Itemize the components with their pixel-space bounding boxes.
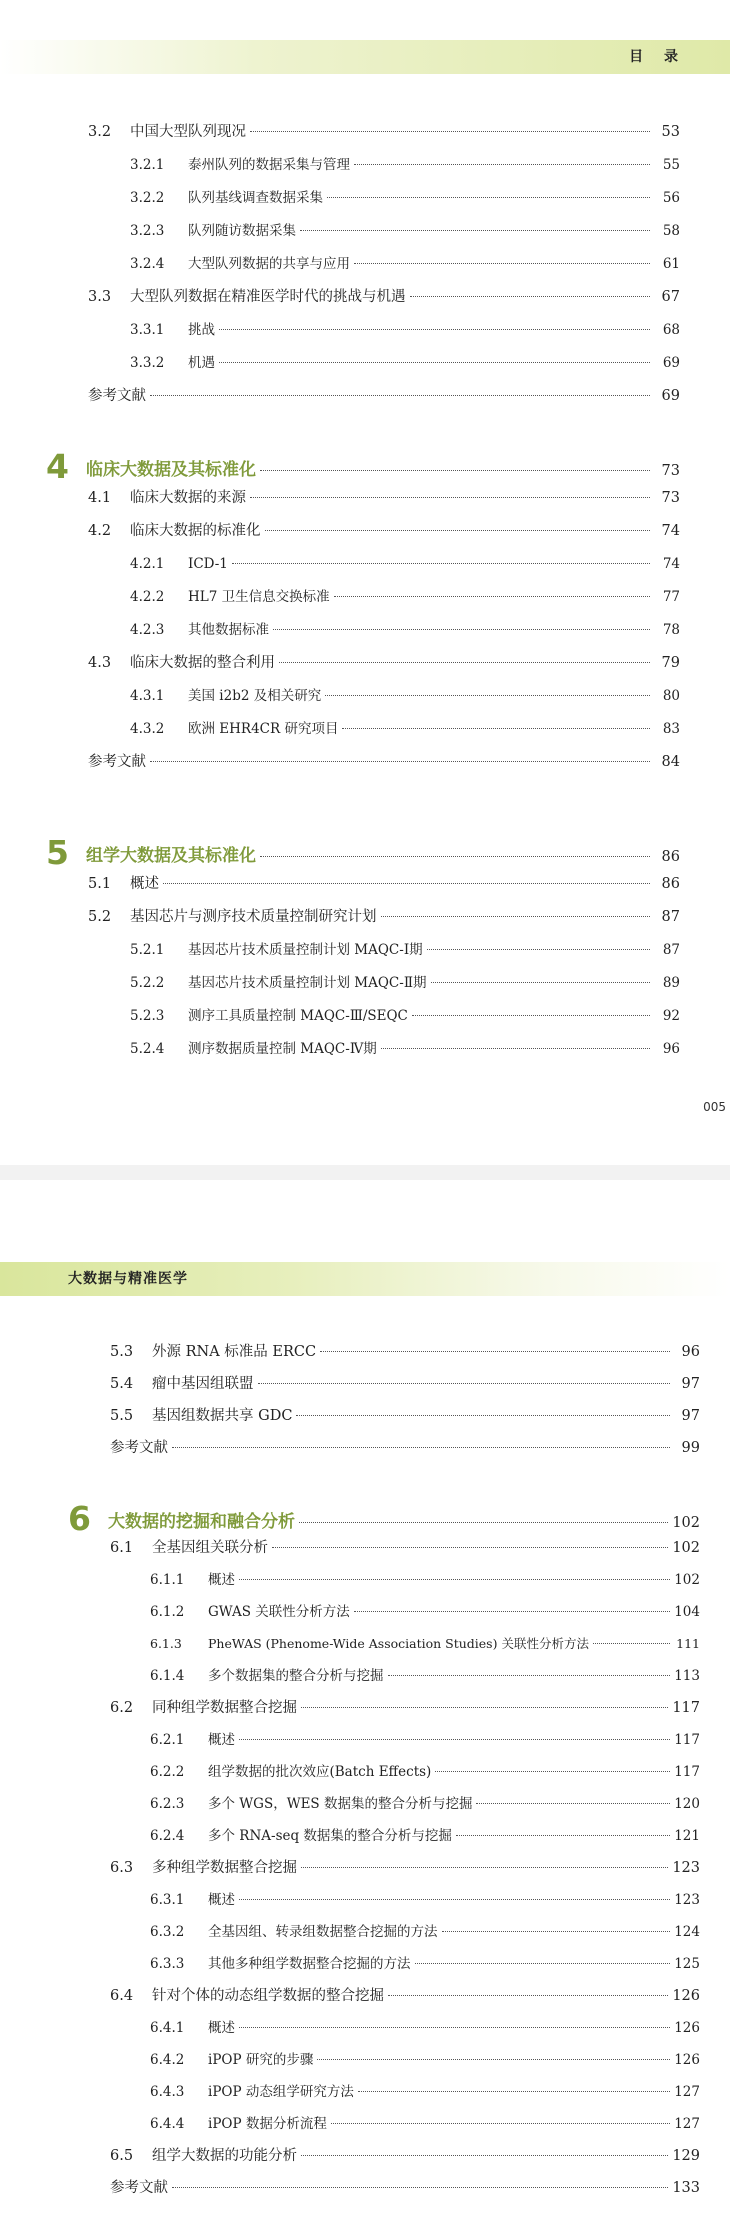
page-number: 74 bbox=[661, 523, 680, 539]
dot-leader bbox=[381, 916, 651, 917]
toc-entry[interactable] bbox=[88, 486, 680, 510]
header-title: 大数据与精准医学 bbox=[68, 1271, 188, 1287]
section-number: 6.2.2 bbox=[150, 1764, 185, 1780]
toc-chapter[interactable] bbox=[46, 833, 680, 872]
page-folio: 005 bbox=[703, 1100, 726, 1114]
dot-leader bbox=[317, 2059, 670, 2060]
page-number: 87 bbox=[662, 942, 680, 958]
section-title: 基因芯片技术质量控制计划 MAQC-Ⅰ期 bbox=[188, 942, 423, 958]
page-number: 92 bbox=[662, 1008, 680, 1024]
page-number: 97 bbox=[681, 1376, 700, 1392]
toc-entry[interactable] bbox=[130, 684, 680, 708]
dot-leader bbox=[163, 883, 650, 884]
page-number: 61 bbox=[662, 256, 680, 272]
toc-entry[interactable] bbox=[88, 651, 680, 675]
dot-leader bbox=[410, 296, 651, 297]
section-title: 瘤中基因组联盟 bbox=[152, 1376, 254, 1392]
section-title: 外源 RNA 标准品 ERCC bbox=[152, 1344, 317, 1360]
chapter-number: 6 bbox=[68, 1499, 91, 1538]
dot-leader bbox=[239, 1739, 670, 1740]
section-title: 挑战 bbox=[188, 322, 215, 338]
section-number: 6.4.3 bbox=[150, 2084, 185, 2100]
page-number: 102 bbox=[674, 1572, 700, 1588]
toc-entry[interactable] bbox=[110, 1696, 700, 1720]
toc-entry[interactable] bbox=[130, 351, 680, 375]
section-number: 6.1.3 bbox=[150, 1636, 182, 1651]
page-number: 99 bbox=[681, 1440, 700, 1456]
dot-leader bbox=[150, 761, 650, 762]
toc-entry[interactable] bbox=[150, 1568, 700, 1592]
page-number: 123 bbox=[674, 1892, 700, 1908]
section-number: 5.2.1 bbox=[130, 942, 165, 958]
dot-leader bbox=[331, 2123, 670, 2124]
section-number: 6.4 bbox=[110, 1988, 134, 2004]
dot-leader bbox=[327, 197, 650, 198]
section-number: 3.2.4 bbox=[130, 256, 165, 272]
toc-entry[interactable] bbox=[150, 1952, 700, 1976]
section-title: 同种组学数据整合挖掘 bbox=[152, 1700, 297, 1716]
page-number: 97 bbox=[681, 1408, 700, 1424]
section-title: 概述 bbox=[208, 2020, 235, 2036]
dot-leader bbox=[172, 2187, 668, 2188]
dot-leader bbox=[301, 1867, 668, 1868]
page-number: 89 bbox=[662, 975, 680, 991]
toc-entry[interactable] bbox=[110, 2144, 700, 2168]
toc-page-2 bbox=[0, 1180, 730, 2230]
toc-entry[interactable] bbox=[130, 938, 680, 962]
section-number: 3.3.1 bbox=[130, 322, 165, 338]
dot-leader bbox=[258, 1383, 671, 1384]
toc-entry[interactable] bbox=[130, 252, 680, 276]
section-title: 基因组数据共享 GDC bbox=[152, 1408, 293, 1424]
toc-entry[interactable] bbox=[130, 971, 680, 995]
toc-entry[interactable] bbox=[130, 153, 680, 177]
dot-leader bbox=[325, 695, 650, 696]
page-number: 129 bbox=[672, 2148, 700, 2164]
page-number: 73 bbox=[661, 490, 680, 506]
page-number: 127 bbox=[674, 2116, 700, 2132]
chapter-number: 4 bbox=[46, 447, 69, 486]
page-number: 53 bbox=[661, 124, 680, 140]
section-number: 5.5 bbox=[110, 1408, 134, 1424]
page-number: 126 bbox=[674, 2052, 700, 2068]
dot-leader bbox=[358, 2091, 670, 2092]
dot-leader bbox=[219, 329, 650, 330]
toc-entry[interactable] bbox=[150, 2080, 700, 2104]
dot-leader bbox=[381, 1048, 650, 1049]
section-title: 概述 bbox=[208, 1732, 235, 1748]
page-number: 80 bbox=[662, 688, 680, 704]
section-number: 3.2.1 bbox=[130, 157, 165, 173]
page-number: 117 bbox=[674, 1764, 700, 1780]
toc-entry[interactable] bbox=[110, 1340, 700, 1364]
section-title: ICD-1 bbox=[188, 556, 228, 572]
section-title: 概述 bbox=[208, 1892, 235, 1908]
chapter-title: 临床大数据及其标准化 bbox=[86, 460, 256, 480]
section-number: 6.4.4 bbox=[150, 2116, 185, 2132]
toc-entry[interactable] bbox=[110, 1856, 700, 1880]
section-number: 5.4 bbox=[110, 1376, 134, 1392]
page-number: 96 bbox=[662, 1041, 680, 1057]
section-title: 大型队列数据的共享与应用 bbox=[188, 256, 350, 272]
dot-leader bbox=[232, 563, 650, 564]
section-number: 3.2.3 bbox=[130, 223, 165, 239]
page-number: 126 bbox=[672, 1988, 700, 2004]
dot-leader bbox=[219, 362, 650, 363]
dot-leader bbox=[296, 1415, 670, 1416]
section-title: 机遇 bbox=[188, 355, 215, 371]
dot-leader bbox=[250, 497, 650, 498]
page-number: 117 bbox=[672, 1700, 700, 1716]
dot-leader bbox=[279, 662, 650, 663]
dot-leader bbox=[435, 1771, 670, 1772]
section-number: 6.4.2 bbox=[150, 2052, 185, 2068]
section-title: 参考文献 bbox=[88, 754, 146, 770]
dot-leader bbox=[273, 629, 650, 630]
dot-leader bbox=[342, 728, 650, 729]
toc-entry[interactable] bbox=[110, 1372, 700, 1396]
section-title: 临床大数据的来源 bbox=[130, 490, 246, 506]
dot-leader bbox=[239, 1579, 670, 1580]
chapter-title: 大数据的挖掘和融合分析 bbox=[108, 1512, 295, 1532]
section-title: 基因芯片技术质量控制计划 MAQC-Ⅱ期 bbox=[188, 975, 427, 991]
dot-leader bbox=[172, 1447, 670, 1448]
section-title: 其他数据标准 bbox=[188, 622, 269, 638]
section-title: 泰州队列的数据采集与管理 bbox=[188, 157, 350, 173]
header-title: 目 录 bbox=[629, 49, 686, 65]
section-title: 队列基线调查数据采集 bbox=[188, 190, 323, 206]
page-header bbox=[0, 40, 730, 74]
page-number: 83 bbox=[662, 721, 680, 737]
section-number: 4.2.2 bbox=[130, 589, 165, 605]
section-number: 4.1 bbox=[88, 490, 112, 506]
toc-entry-references[interactable] bbox=[88, 384, 680, 408]
section-title: 队列随访数据采集 bbox=[188, 223, 296, 239]
page-number: 55 bbox=[662, 157, 680, 173]
section-title: 全基因组、转录组数据整合挖掘的方法 bbox=[208, 1924, 438, 1940]
dot-leader bbox=[476, 1803, 670, 1804]
toc-entry[interactable] bbox=[88, 519, 680, 543]
section-title: 多个 RNA-seq 数据集的整合分析与挖掘 bbox=[208, 1828, 452, 1844]
page-number: 56 bbox=[662, 190, 680, 206]
toc-entry[interactable] bbox=[88, 872, 680, 896]
toc-entry[interactable] bbox=[150, 1888, 700, 1912]
section-title: iPOP 研究的步骤 bbox=[208, 2052, 314, 2068]
page-number: 102 bbox=[672, 1540, 700, 1556]
section-number: 5.3 bbox=[110, 1344, 134, 1360]
page-number: 58 bbox=[662, 223, 680, 239]
section-number: 6.2.1 bbox=[150, 1732, 185, 1748]
section-title: iPOP 数据分析流程 bbox=[208, 2116, 327, 2132]
page-number: 133 bbox=[672, 2180, 700, 2196]
toc-chapter[interactable] bbox=[46, 447, 680, 486]
section-number: 3.3.2 bbox=[130, 355, 165, 371]
dot-leader bbox=[239, 2027, 670, 2028]
dot-leader bbox=[334, 596, 650, 597]
page-number: 120 bbox=[674, 1796, 700, 1812]
toc-entry[interactable] bbox=[150, 1920, 700, 1944]
page-number: 102 bbox=[672, 1515, 700, 1531]
toc-entry[interactable] bbox=[88, 905, 680, 929]
section-title: 多个数据集的整合分析与挖掘 bbox=[208, 1668, 384, 1684]
toc-entry[interactable] bbox=[88, 285, 680, 309]
toc-entry[interactable] bbox=[150, 1824, 700, 1848]
dot-leader bbox=[388, 1675, 671, 1676]
section-number: 6.3.3 bbox=[150, 1956, 185, 1972]
section-title: 欧洲 EHR4CR 研究项目 bbox=[188, 721, 339, 737]
page-number: 84 bbox=[661, 754, 680, 770]
section-number: 6.1.4 bbox=[150, 1668, 185, 1684]
toc-entry[interactable] bbox=[110, 1404, 700, 1428]
section-title: 多种组学数据整合挖掘 bbox=[152, 1860, 297, 1876]
toc-entry[interactable] bbox=[110, 1536, 700, 1560]
section-title: 多个 WGS，WES 数据集的整合分析与挖掘 bbox=[208, 1796, 473, 1812]
toc-entry[interactable] bbox=[150, 1792, 700, 1816]
toc-entry[interactable] bbox=[130, 552, 680, 576]
dot-leader bbox=[388, 1995, 668, 1996]
dot-leader bbox=[354, 164, 650, 165]
section-number: 5.2 bbox=[88, 909, 112, 925]
page-number: 78 bbox=[662, 622, 680, 638]
section-title: 其他多种组学数据整合挖掘的方法 bbox=[208, 1956, 411, 1972]
chapter-title: 组学大数据及其标准化 bbox=[86, 846, 256, 866]
page-number: 124 bbox=[674, 1924, 700, 1940]
page-number: 126 bbox=[674, 2020, 700, 2036]
toc-entry[interactable] bbox=[150, 2016, 700, 2040]
page-number: 67 bbox=[661, 289, 680, 305]
section-title: 中国大型队列现况 bbox=[130, 124, 246, 140]
section-title: iPOP 动态组学研究方法 bbox=[208, 2084, 354, 2100]
page-header bbox=[0, 1262, 730, 1296]
section-number: 6.4.1 bbox=[150, 2020, 185, 2036]
section-number: 4.2.3 bbox=[130, 622, 165, 638]
dot-leader bbox=[300, 230, 650, 231]
toc-entry[interactable] bbox=[130, 1037, 680, 1061]
page-number: 87 bbox=[661, 909, 680, 925]
page-number: 68 bbox=[662, 322, 680, 338]
section-number: 6.2 bbox=[110, 1700, 134, 1716]
section-title: 参考文献 bbox=[110, 2180, 168, 2196]
toc-entry[interactable] bbox=[130, 585, 680, 609]
toc-entry-references[interactable] bbox=[88, 750, 680, 774]
page-number: 74 bbox=[662, 556, 680, 572]
page-number: 77 bbox=[662, 589, 680, 605]
section-number: 6.3.1 bbox=[150, 1892, 185, 1908]
page-number: 117 bbox=[674, 1732, 700, 1748]
section-number: 6.2.3 bbox=[150, 1796, 185, 1812]
section-title: 概述 bbox=[208, 1572, 235, 1588]
section-number: 6.1.1 bbox=[150, 1572, 185, 1588]
page-number: 121 bbox=[674, 1828, 700, 1844]
dot-leader bbox=[260, 856, 650, 857]
section-number: 5.2.4 bbox=[130, 1041, 165, 1057]
toc-entry[interactable] bbox=[150, 2048, 700, 2072]
dot-leader bbox=[320, 1351, 670, 1352]
page-number: 96 bbox=[681, 1344, 700, 1360]
page-number: 69 bbox=[662, 355, 680, 371]
section-title: 美国 i2b2 及相关研究 bbox=[188, 688, 322, 704]
page-number: 69 bbox=[661, 388, 680, 404]
dot-leader bbox=[299, 1522, 668, 1523]
toc-entry[interactable] bbox=[150, 1760, 700, 1784]
dot-leader bbox=[250, 131, 650, 132]
section-number: 4.3 bbox=[88, 655, 112, 671]
page-number: 73 bbox=[661, 463, 680, 479]
toc-entry[interactable] bbox=[150, 1664, 700, 1688]
dot-leader bbox=[354, 1611, 670, 1612]
page-number: 125 bbox=[674, 1956, 700, 1972]
chapter-number: 5 bbox=[46, 833, 69, 872]
page-number: 113 bbox=[674, 1668, 700, 1684]
section-number: 6.1.2 bbox=[150, 1604, 185, 1620]
section-title: 组学大数据的功能分析 bbox=[152, 2148, 297, 2164]
toc-entry[interactable] bbox=[150, 1632, 700, 1656]
section-number: 6.5 bbox=[110, 2148, 134, 2164]
section-title: 测序工具质量控制 MAQC-Ⅲ/SEQC bbox=[188, 1008, 408, 1024]
dot-leader bbox=[301, 2155, 668, 2156]
dot-leader bbox=[593, 1643, 670, 1644]
dot-leader bbox=[354, 263, 650, 264]
dot-leader bbox=[442, 1931, 671, 1932]
section-title: 参考文献 bbox=[110, 1440, 168, 1456]
dot-leader bbox=[427, 949, 650, 950]
section-number: 6.2.4 bbox=[150, 1828, 185, 1844]
section-number: 4.2.1 bbox=[130, 556, 165, 572]
toc-entry[interactable] bbox=[130, 1004, 680, 1028]
dot-leader bbox=[415, 1963, 671, 1964]
dot-leader bbox=[456, 1835, 670, 1836]
toc-entry[interactable] bbox=[130, 219, 680, 243]
toc-entry[interactable] bbox=[130, 186, 680, 210]
dot-leader bbox=[239, 1899, 670, 1900]
section-title: HL7 卫生信息交换标准 bbox=[188, 589, 330, 605]
page-number: 123 bbox=[672, 1860, 700, 1876]
toc-entry[interactable] bbox=[130, 717, 680, 741]
section-title: 参考文献 bbox=[88, 388, 146, 404]
toc-entry[interactable] bbox=[110, 1984, 700, 2008]
section-number: 4.3.1 bbox=[130, 688, 165, 704]
toc-entry[interactable] bbox=[88, 120, 680, 144]
page-number: 79 bbox=[661, 655, 680, 671]
toc-entry[interactable] bbox=[150, 1600, 700, 1624]
section-title: 概述 bbox=[130, 876, 159, 892]
toc-entry-references[interactable] bbox=[110, 2176, 700, 2200]
dot-leader bbox=[412, 1015, 650, 1016]
page-number: 86 bbox=[661, 849, 680, 865]
section-number: 6.1 bbox=[110, 1540, 134, 1556]
dot-leader bbox=[272, 1547, 668, 1548]
dot-leader bbox=[265, 530, 651, 531]
toc-entry[interactable] bbox=[130, 318, 680, 342]
section-title: 针对个体的动态组学数据的整合挖掘 bbox=[152, 1988, 384, 2004]
section-title: GWAS 关联性分析方法 bbox=[208, 1604, 350, 1620]
section-number: 4.2 bbox=[88, 523, 112, 539]
dot-leader bbox=[431, 982, 651, 983]
section-number: 5.2.3 bbox=[130, 1008, 165, 1024]
section-title: PheWAS (Phenome-Wide Association Studies) 关联性分析方法 bbox=[208, 1636, 589, 1651]
section-number: 3.3 bbox=[88, 289, 112, 305]
section-number: 3.2 bbox=[88, 124, 112, 140]
section-number: 6.3.2 bbox=[150, 1924, 185, 1940]
dot-leader bbox=[301, 1707, 668, 1708]
section-number: 3.2.2 bbox=[130, 190, 165, 206]
page-number: 86 bbox=[661, 876, 680, 892]
page-number: 127 bbox=[674, 2084, 700, 2100]
page-number: 111 bbox=[676, 1636, 700, 1651]
section-title: 组学数据的批次效应(Batch Effects) bbox=[208, 1764, 432, 1780]
section-number: 5.1 bbox=[88, 876, 112, 892]
section-number: 6.3 bbox=[110, 1860, 134, 1876]
toc-entry[interactable] bbox=[150, 2112, 700, 2136]
section-title: 基因芯片与测序技术质量控制研究计划 bbox=[130, 909, 377, 925]
dot-leader bbox=[260, 470, 650, 471]
page-separator bbox=[0, 1165, 730, 1180]
section-title: 临床大数据的标准化 bbox=[130, 523, 261, 539]
section-title: 测序数据质量控制 MAQC-Ⅳ期 bbox=[188, 1041, 377, 1057]
section-title: 全基因组关联分析 bbox=[152, 1540, 268, 1556]
section-number: 5.2.2 bbox=[130, 975, 165, 991]
dot-leader bbox=[150, 395, 650, 396]
toc-entry-references[interactable] bbox=[110, 1436, 700, 1460]
page-number: 104 bbox=[674, 1604, 700, 1620]
section-title: 大型队列数据在精准医学时代的挑战与机遇 bbox=[130, 289, 406, 305]
toc-entry[interactable] bbox=[130, 618, 680, 642]
toc-chapter[interactable] bbox=[68, 1499, 700, 1538]
toc-entry[interactable] bbox=[150, 1728, 700, 1752]
section-title: 临床大数据的整合利用 bbox=[130, 655, 275, 671]
section-number: 4.3.2 bbox=[130, 721, 165, 737]
